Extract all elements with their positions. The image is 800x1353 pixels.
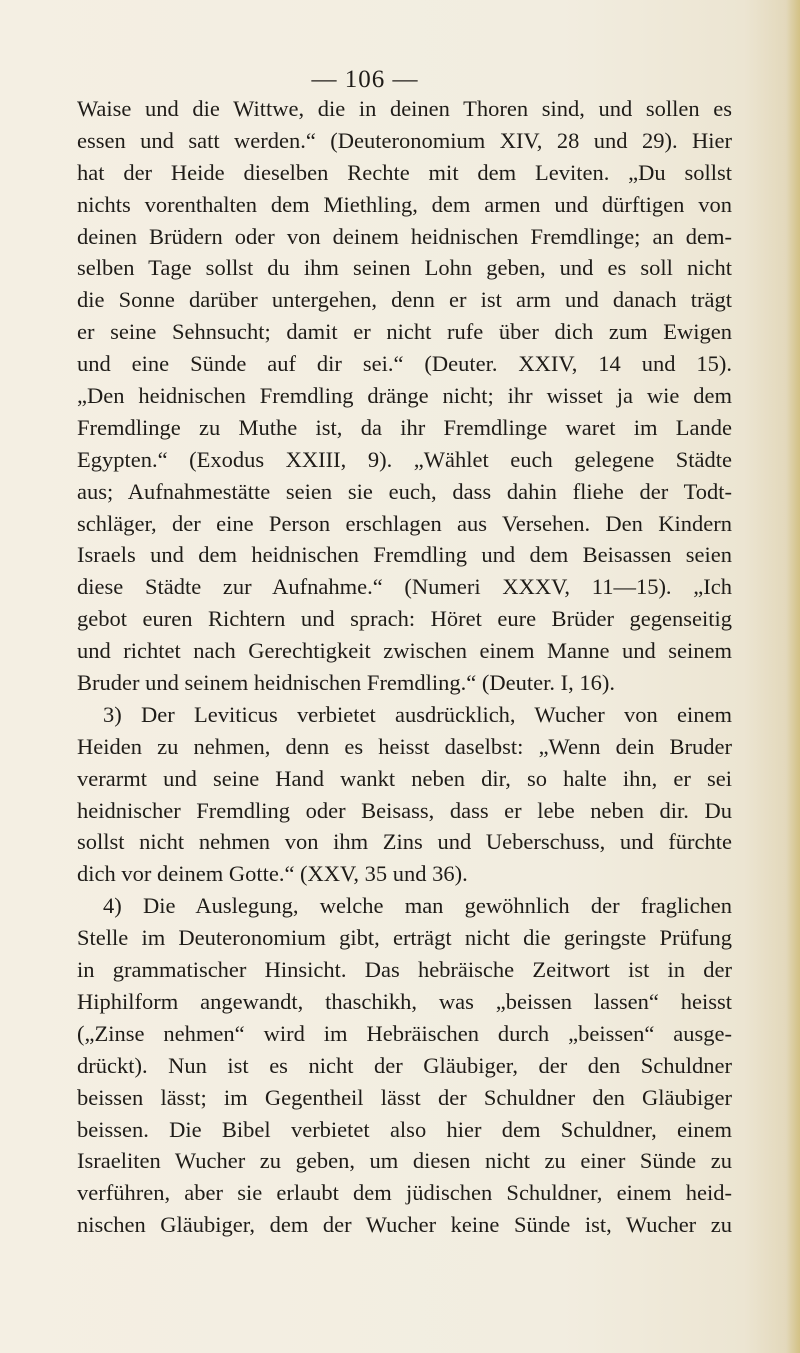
text-line: hat der Heide dieselben Rechte mit dem Leviten. „Du sollst [77, 159, 732, 185]
text-line: aus; Aufnahmestätte seien sie euch, dass dahin fliehe der Todt- [77, 478, 732, 504]
text-line: diese Städte zur Aufnahme.“ (Numeri XXXV, 11—15). „Ich [77, 574, 732, 600]
text-line: Fremdlinge zu Muthe ist, da ihr Fremdlinge waret im Lande [77, 414, 732, 440]
text-line: beissen lässt; im Gegentheil lässt der Schuldner den Gläubiger [77, 1084, 732, 1110]
page-edge-shadow [786, 0, 800, 1353]
text-line: heidnischer Fremdling oder Beisass, dass er lebe neben dir. Du [77, 797, 732, 823]
text-line: und eine Sünde auf dir sei.“ (Deuter. XXIV, 14 und 15). [77, 351, 732, 377]
text-line: 3) Der Leviticus verbietet ausdrücklich, Wucher von einem [103, 701, 732, 727]
text-line: deinen Brüdern oder von deinem heidnischen Fremdlinge; an dem- [77, 223, 732, 249]
text-line: sollst nicht nehmen von ihm Zins und Ueberschuss, und fürchte [77, 829, 732, 855]
text-line: Hiphilform angewandt, thaschikh, was „beissen lassen“ heisst [77, 988, 732, 1014]
text-line: Bruder und seinem heidnischen Fremdling.“ (Deuter. I, 16). [77, 670, 615, 696]
text-line: dich vor deinem Gotte.“ (XXV, 35 und 36). [77, 861, 468, 887]
text-line: Stelle im Deuteronomium gibt, erträgt nicht die geringste Prüfung [77, 925, 732, 951]
text-line: („Zinse nehmen“ wird im Hebräischen durch „beissen“ ausge- [77, 1020, 732, 1046]
text-line: verarmt und seine Hand wankt neben dir, so halte ihn, er sei [77, 765, 732, 791]
text-line: selben Tage sollst du ihm seinen Lohn geben, und es soll nicht [77, 255, 732, 281]
text-line: drückt). Nun ist es nicht der Gläubiger, der den Schuldner [77, 1052, 732, 1078]
text-line: er seine Sehnsucht; damit er nicht rufe über dich zum Ewigen [77, 319, 732, 345]
text-line: und richtet nach Gerechtigkeit zwischen einem Manne und seinem [77, 638, 732, 664]
text-line: schläger, der eine Person erschlagen aus Versehen. Den Kindern [77, 510, 732, 536]
text-line: nischen Gläubiger, dem der Wucher keine Sünde ist, Wucher zu [77, 1212, 732, 1238]
text-line: in grammatischer Hinsicht. Das hebräische Zeitwort ist in der [77, 957, 732, 983]
text-line: die Sonne darüber untergehen, denn er ist arm und danach trägt [77, 287, 732, 313]
text-line: Waise und die Wittwe, die in deinen Thoren sind, und sollen es [77, 96, 732, 121]
page-number: — 106 — [311, 66, 419, 93]
text-line: gebot euren Richtern und sprach: Höret eure Brüder gegenseitig [77, 606, 732, 632]
text-line: Israeliten Wucher zu geben, um diesen nicht zu einer Sünde zu [77, 1148, 732, 1174]
text-line: Egypten.“ (Exodus XXIII, 9). „Wählet euch gelegene Städte [77, 446, 732, 472]
text-line: beissen. Die Bibel verbietet also hier dem Schuldner, einem [77, 1116, 732, 1142]
body-text [77, 93, 732, 1241]
text-line: 4) Die Auslegung, welche man gewöhnlich der fraglichen [103, 893, 732, 919]
text-line: Heiden zu nehmen, denn es heisst daselbst: „Wenn dein Bruder [77, 733, 732, 759]
text-line: nichts vorenthalten dem Miethling, dem armen und dürftigen von [77, 191, 732, 217]
text-line: verführen, aber sie erlaubt dem jüdischen Schuldner, einem heid- [77, 1180, 732, 1206]
text-line: Israels und dem heidnischen Fremdling und dem Beisassen seien [77, 542, 732, 568]
text-line: „Den heidnischen Fremdling dränge nicht; ihr wisset ja wie dem [77, 383, 732, 409]
text-line: essen und satt werden.“ (Deuteronomium XIV, 28 und 29). Hier [77, 127, 732, 153]
